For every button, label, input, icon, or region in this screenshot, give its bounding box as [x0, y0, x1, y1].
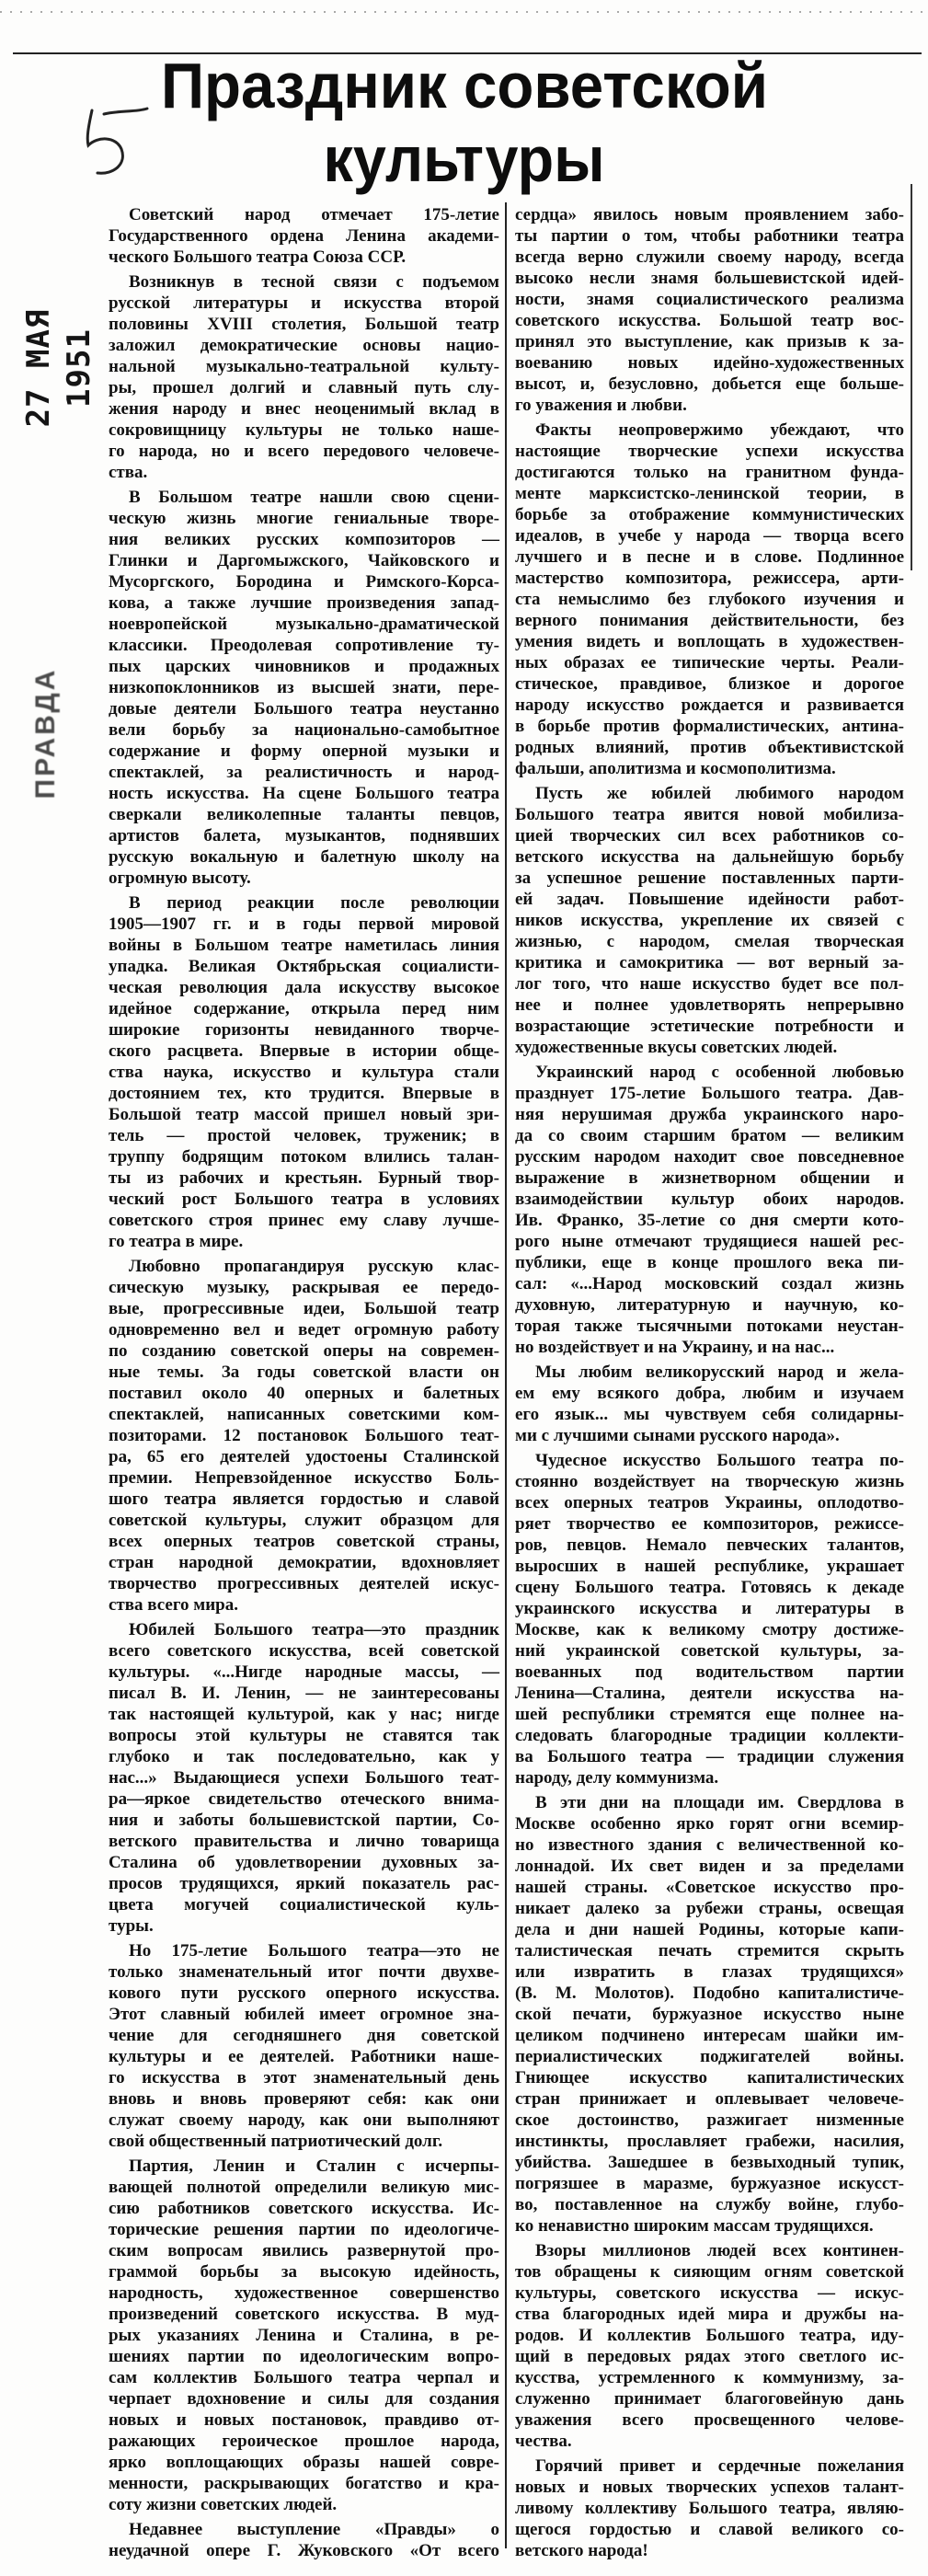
- text-line: Любовно пропагандируя русскую клас-: [129, 1257, 499, 1276]
- text-line: нальной музыкально-театральной культу-: [109, 357, 499, 376]
- headline-text: культуры: [323, 123, 605, 195]
- text-line: так настоящей культурой, как у нас; нигде: [109, 1705, 499, 1724]
- text-line: воеванию новых идейно-художественных: [515, 353, 904, 373]
- text-line: Но 175-летие Большого театра—это не: [129, 1941, 499, 1961]
- text-line: половины XVIII столетия, Большой театр: [109, 315, 499, 334]
- text-line: войны в Большом театре наметилась линия: [109, 936, 499, 955]
- text-line: Факты неопровержимо убеждают, что: [535, 420, 904, 440]
- text-line: фальши, аполитизма и космополитизма.: [515, 759, 836, 778]
- text-line: черпает вдохновение и силы для создания: [109, 2389, 499, 2409]
- article-paragraph: [109, 2156, 499, 2515]
- text-line: В Большом театре нашли свою сцени-: [129, 488, 499, 507]
- article-column-left: [109, 204, 499, 2565]
- text-line: в борьбе против формалистических, антина-: [515, 717, 904, 736]
- text-line: Юбилей Большого театра—это праздник: [129, 1620, 499, 1639]
- text-line: родов. И коллектив Большого театра, иду-: [515, 2326, 904, 2345]
- text-line: культуры и ее деятелей. Работники наше-: [109, 2047, 499, 2066]
- text-line: только знаменательный итог почти двухве-: [109, 1962, 499, 1982]
- text-line: вели борьбу за национально-самобытное: [109, 720, 499, 740]
- article-paragraph: [109, 1256, 499, 1616]
- text-line: верного понимания действительности, без: [515, 611, 904, 630]
- text-line: идеалов, в учебе у народа — творца всего: [515, 526, 904, 546]
- article-paragraph: [515, 783, 904, 1058]
- text-line: служат своему народу, как они выполняют: [109, 2110, 499, 2130]
- text-line: но известного здания с величественной ко-: [515, 1835, 904, 1855]
- text-line: его язык... мы чувствуем себя солидарны-: [515, 1405, 904, 1424]
- text-line: всех оперных театров Украины, оплодотво-: [515, 1493, 904, 1512]
- article-column-right: [515, 204, 904, 2565]
- text-line: ского расцвета. Впервые в истории обще-: [109, 1041, 499, 1061]
- text-line: торические решения партии по идеологиче-: [109, 2220, 499, 2239]
- text-line: туры.: [109, 1916, 154, 1936]
- text-line: свой общественный патриотический долг.: [109, 2132, 443, 2151]
- text-line: народность, художественное совершенство: [109, 2283, 499, 2303]
- text-line: Недавнее выступление «Правды» о: [129, 2520, 499, 2539]
- text-line: ста немыслимо без глубокого изучения и: [515, 590, 904, 609]
- text-line: взаимодействии культур обоих народов.: [515, 1190, 904, 1209]
- text-line: ты из рабочих и крестьян. Бурный твор-: [109, 1168, 499, 1188]
- text-line: возрастающие эстетические потребности и: [515, 1017, 904, 1036]
- text-line: воеванных под водительством партии: [515, 1662, 904, 1682]
- text-line: жения народу и внес неоценимый вклад в: [109, 399, 499, 419]
- text-line: настоящие творческие успехи искусства: [515, 442, 904, 461]
- text-line: труппу бодрящим потоком влились талан-: [109, 1147, 499, 1167]
- article-paragraph: [515, 2455, 904, 2561]
- text-line: чества.: [515, 2432, 572, 2451]
- text-line: целиком подчинено интересам шайки им-: [515, 2026, 904, 2045]
- text-line: заложил демократические основы нацио-: [109, 336, 499, 355]
- text-line: спектаклей, за реалистичность и народ-: [109, 763, 499, 782]
- text-line: вающей полнотой определили великую мис-: [109, 2178, 499, 2197]
- text-line: щий в передовых рядах этого светлого ис-: [515, 2347, 904, 2366]
- article-paragraph: [515, 2240, 904, 2452]
- text-line: стран народной демократии, вдохновляет: [109, 1553, 499, 1572]
- text-line: упадка. Великая Октябрьская социалисти-: [109, 957, 499, 976]
- text-line: сию работников советского искусства. Ис-: [109, 2199, 499, 2218]
- text-line: украинского искусства и литературы в: [515, 1599, 904, 1618]
- headline-text: Праздник советской: [160, 50, 768, 121]
- text-line: ность искусства. На сцене Большого театра: [109, 784, 499, 803]
- text-line: артистов балета, музыкантов, поднявших: [109, 826, 499, 845]
- text-line: ветского искусства на дальнейшую борьбу: [515, 847, 904, 867]
- text-line: торая также тысячными потоками неустан-: [515, 1317, 904, 1336]
- text-line: периалистических поджигателей войны.: [515, 2047, 904, 2066]
- text-line: пых царских чиновников и продажных: [109, 657, 499, 676]
- article-paragraph: [109, 487, 499, 889]
- text-line: лог того, что наше искусство будет все пол-: [515, 974, 904, 994]
- column-divider: [505, 202, 507, 2548]
- text-line: Мусоргского, Бородина и Римского-Корса-: [109, 572, 499, 592]
- text-line: поставил около 40 оперных и балетных: [109, 1384, 499, 1403]
- text-line: лоннадой. Их свет виден и за пределами: [515, 1857, 904, 1876]
- text-line: Большого театра явится новой мобилиза-: [515, 805, 904, 824]
- text-line: щегося гордостью и славой великого со-: [515, 2520, 904, 2539]
- text-line: вые, прогрессивные идеи, Большой театр: [109, 1299, 499, 1318]
- headline-line-1: [0, 50, 928, 121]
- text-line: достигаются только на гранитном фунда-: [515, 463, 904, 482]
- text-line: ра—яркое свидетельство отеческого внима-: [109, 1789, 499, 1809]
- text-line: ноевропейской музыкально-драматической: [109, 615, 499, 634]
- text-line: русским народом находит свое повседневное: [515, 1147, 904, 1167]
- text-line: произведений советского искусства. В муд-: [109, 2305, 499, 2324]
- text-line: рого ныне отмечают трудящиеся нашей рес-: [515, 1232, 904, 1251]
- text-line: ветского правительства и лично товарища: [109, 1832, 499, 1851]
- text-line: ства благородных идей мира и дружбы на-: [515, 2305, 904, 2324]
- text-line: премии. Непревзойденное искусство Боль-: [109, 1468, 499, 1488]
- text-line: (В. М. Молотов). Подобно капиталистиче-: [515, 1984, 904, 2003]
- text-line: го искусства в этот знаменательный день: [109, 2068, 499, 2087]
- text-line: ний украинской советской культуры, за-: [515, 1641, 904, 1661]
- article-paragraph: [515, 1450, 904, 1788]
- text-line: ства наука, искусство и культура стали: [109, 1063, 499, 1082]
- text-line: Гниющее искусство капиталистических: [515, 2068, 904, 2087]
- article-paragraph: [109, 271, 499, 483]
- text-line: ры, прошел долгий и славный путь слу-: [109, 378, 499, 397]
- text-line: никает далеко за рубежи страны, освещая: [515, 1899, 904, 1918]
- text-line: ской печати, буржуазное искусство ныне: [515, 2005, 904, 2024]
- text-line: во, поставленное на службу войне, глубо-: [515, 2195, 904, 2214]
- text-line: менности, раскрывающих богатство и кра-: [109, 2474, 499, 2493]
- text-line: новых и новых творческих успехов талант-: [515, 2478, 904, 2497]
- text-line: ности, знамя социалистического реализма: [515, 290, 904, 309]
- text-line: народу, делу коммунизма.: [515, 1768, 719, 1788]
- text-line: кового пути русского оперного искусства.: [109, 1984, 499, 2003]
- article-paragraph: [515, 204, 904, 416]
- text-line: ства.: [109, 463, 148, 482]
- text-line: сердца» явилось новым проявлением забо-: [515, 205, 904, 224]
- text-line: достоянием тех, кто трудится. Впервые в: [109, 1084, 499, 1103]
- text-line: стоянно воздействует на творческую жизнь: [515, 1472, 904, 1491]
- text-line: идейное содержание, открыла перед ним: [109, 999, 499, 1018]
- text-line: русскую вокальную и балетную школу на: [109, 847, 499, 867]
- text-line: духовную, литературную и научную, ко-: [515, 1295, 904, 1315]
- text-line: ярко воплощающих образы нашей совре-: [109, 2453, 499, 2472]
- text-line: инстинкты, прославляет грабежи, насилия,: [515, 2132, 904, 2151]
- text-line: го театра в мире.: [109, 1232, 244, 1251]
- margin-rule: [911, 184, 912, 570]
- text-line: ческого Большого театра Союза ССР.: [109, 247, 407, 267]
- text-line: огромную высоту.: [109, 868, 251, 888]
- text-line: писал В. И. Ленин, — не заинтересованы: [109, 1684, 499, 1703]
- text-line: умения видеть и воплощать в художествен-: [515, 632, 904, 651]
- text-line: В эти дни на площади им. Свердлова в: [535, 1793, 904, 1812]
- text-line: неудачной опере Г. Жуковского «От всего: [109, 2541, 499, 2560]
- text-line: вопросы этой культуры не ставятся так: [109, 1726, 499, 1745]
- text-line: ных образах ее типические черты. Реали-: [515, 653, 904, 673]
- text-line: ко ненавистно широким массам трудящихся.: [515, 2216, 874, 2236]
- text-line: творчество прогрессивных деятелей искус-: [109, 1574, 499, 1593]
- text-line: Москве, как к великому смотру достиже-: [515, 1620, 904, 1639]
- text-line: тов обращены к сияющим огням советской: [515, 2262, 904, 2282]
- text-line: по созданию советской оперы на современ-: [109, 1341, 499, 1361]
- article-paragraph: [109, 892, 499, 1252]
- text-line: сверкали великолепные таланты певцов,: [109, 805, 499, 824]
- text-line: сал: «...Народ московский создал жизнь: [515, 1274, 904, 1294]
- text-line: ния великих русских композиторов —: [109, 530, 499, 549]
- text-line: Пусть же юбилей любимого народом: [535, 784, 904, 803]
- text-line: шого театра является гордостью и славой: [109, 1489, 499, 1509]
- text-line: талистическая печать стремится скрыть: [515, 1941, 904, 1961]
- text-line: кова, а также лучшие произведения запад-: [109, 593, 499, 613]
- text-line: Горячий привет и сердечные пожелания: [535, 2456, 904, 2476]
- text-line: Москве особенно ярко горят огни всемир-: [515, 1814, 904, 1834]
- text-line: Глинки и Даргомыжского, Чайковского и: [109, 551, 499, 570]
- text-line: ское достоинство, разжигает низменные: [515, 2110, 904, 2130]
- article-paragraph: [109, 1619, 499, 1937]
- text-line: критика и самокритика — вот верный за-: [515, 953, 904, 972]
- text-line: уважения всего просвещенного челове-: [515, 2410, 904, 2430]
- text-line: ем ему всякого добра, любим и изучаем: [515, 1384, 904, 1403]
- text-line: Украинский народ с особенной любовью: [535, 1063, 904, 1082]
- text-line: Возникнув в тесной связи с подъемом: [129, 272, 499, 292]
- text-line: Советский народ отмечает 175-летие: [129, 205, 499, 224]
- text-line: выражение в жизнетворном общении и: [515, 1168, 904, 1188]
- text-line: высоко несли знамя большевистской идей-: [515, 269, 904, 288]
- text-line: Этот славный юбилей имеет огромное зна-: [109, 2005, 499, 2024]
- text-line: низкопоклонников из высшей знати, пере-: [109, 678, 499, 697]
- article-paragraph: [515, 1362, 904, 1446]
- text-line: служенно принимает благоговейную дань: [515, 2389, 904, 2409]
- text-line: классики. Преодолевая сопротивление ту-: [109, 636, 499, 655]
- text-line: ческий рост Большого театра в условиях: [109, 1190, 499, 1209]
- text-line: выросших в нашей республике, украшает: [515, 1557, 904, 1576]
- text-line: всегда верно служили своему народу, всегда: [515, 247, 904, 267]
- text-line: да со своим старшим братом — великим: [515, 1126, 904, 1145]
- text-line: ми с лучшими сынами русского народа».: [515, 1426, 840, 1445]
- text-line: го уважения и любви.: [515, 396, 687, 415]
- text-line: или извратить в глазах трудящихся»: [515, 1962, 904, 1982]
- text-line: чение для сегодняшнего дня советской: [109, 2026, 499, 2045]
- text-line: советского строя принес ему славу лучше-: [109, 1211, 499, 1230]
- text-line: публики, еще в конце прошлого века пи-: [515, 1253, 904, 1272]
- text-line: ражающих героическое прошлое народа,: [109, 2432, 499, 2451]
- date-stamp: 27 МАЯ 1951: [20, 308, 97, 428]
- text-line: ряет творчество ее композиторов, режиссе-: [515, 1514, 904, 1534]
- text-line: ства всего мира.: [109, 1595, 238, 1615]
- text-line: просов трудящихся, яркий показатель рас-: [109, 1874, 499, 1893]
- text-line: мастерство композитора, режиссера, арти-: [515, 569, 904, 588]
- article-paragraph: [109, 2519, 499, 2561]
- text-line: го народа, но и всего передового человече-: [109, 442, 499, 461]
- text-line: сам коллектив Большого театра черпал и: [109, 2368, 499, 2387]
- text-line: Сталина об удовлетворении духовных за-: [109, 1853, 499, 1872]
- text-line: Ленина—Сталина, деятели искусства на-: [515, 1684, 904, 1703]
- text-line: ные темы. За годы советской власти он: [109, 1363, 499, 1382]
- text-line: лучшего и в песне и в слове. Подлинное: [515, 547, 904, 567]
- text-line: ра, 65 его деятелей удостоены Сталинской: [109, 1447, 499, 1466]
- text-line: граммой борьбы за высокую идейность,: [109, 2262, 499, 2282]
- article-paragraph: [515, 1062, 904, 1358]
- text-line: ров, певцов. Немало певческих талантов,: [515, 1535, 904, 1555]
- text-line: ей задач. Повышение идейности работ-: [515, 890, 904, 909]
- scan-noise: [0, 11, 928, 13]
- text-line: менте марксистско-ленинской теории, в: [515, 484, 904, 503]
- text-line: Партия, Ленин и Сталин с исчерпы-: [129, 2156, 499, 2176]
- text-line: шей республики стремятся еще полнее на-: [515, 1705, 904, 1724]
- text-line: Взоры миллионов людей всех континен-: [535, 2241, 904, 2260]
- text-line: ческая революция дала искусству высокое: [109, 978, 499, 997]
- text-line: ты партии о том, чтобы работники театра: [515, 226, 904, 246]
- text-line: позиторами. 12 постановок Большого теат-: [109, 1426, 499, 1445]
- text-line: 1905—1907 гг. и в годы первой мировой: [109, 914, 499, 934]
- text-line: соту жизни советских людей.: [109, 2495, 338, 2514]
- text-line: ческую жизнь многие гениальные творе-: [109, 509, 499, 528]
- text-line: ников искусства, укрепление их связей с: [515, 911, 904, 930]
- text-line: нашей страны. «Советское искусство про-: [515, 1878, 904, 1897]
- text-line: няя нерушимая дружба украинского наро-: [515, 1105, 904, 1124]
- text-line: художественные вкусы советских людей.: [515, 1038, 838, 1057]
- text-line: ва Большого театра — традиции служения: [515, 1747, 904, 1766]
- text-line: убийства. Зашедшее в безвыходный тупик,: [515, 2153, 904, 2172]
- text-line: Мы любим великорусский народ и жела-: [535, 1363, 904, 1382]
- text-line: В период реакции после революции: [129, 893, 499, 913]
- text-line: шениях партии по идеологическим вопро-: [109, 2347, 499, 2366]
- text-line: стран принижает и оплевывает человече-: [515, 2089, 904, 2109]
- article-paragraph: [515, 420, 904, 779]
- text-line: сическую музыку, раскрывая ее передо-: [109, 1278, 499, 1297]
- text-line: ветского народа!: [515, 2541, 648, 2560]
- text-line: культуры. «...Нигде народные массы, —: [109, 1662, 499, 1682]
- text-line: сокровищницу культуры не только наше-: [109, 420, 499, 440]
- text-line: Чудесное искусство Большого театра по-: [535, 1451, 904, 1470]
- headline-line-2: [0, 123, 928, 195]
- text-line: глубоко и так последовательно, как у: [109, 1747, 499, 1766]
- text-line: одновременно вел и ведет огромную работу: [109, 1320, 499, 1340]
- text-line: следовать благородные традиции коллекти-: [515, 1726, 904, 1745]
- text-line: советской культуры, служит образцом для: [109, 1511, 499, 1530]
- text-line: стическое, правдивое, близкое и дорогое: [515, 674, 904, 694]
- text-line: сцену Большого театра. Готовясь к декаде: [515, 1578, 904, 1597]
- text-line: нас...» Выдающиеся успехи Большого теат-: [109, 1768, 499, 1788]
- text-line: Большой театр массой пришел новый зри-: [109, 1105, 499, 1124]
- text-line: спектаклей, написанных советскими ком-: [109, 1405, 499, 1424]
- text-line: Ив. Франко, 35-летие со дня смерти кото-: [515, 1211, 904, 1230]
- text-line: широкие горизонты невиданного творче-: [109, 1020, 499, 1040]
- text-line: содержание и форму оперной музыки и: [109, 742, 499, 761]
- article-paragraph: [109, 204, 499, 268]
- text-line: русской литературы и искусства второй: [109, 293, 499, 313]
- text-line: борьбе за отображение коммунистических: [515, 505, 904, 524]
- text-line: жизнью, с народом, смелая творческая: [515, 932, 904, 951]
- text-line: ливому коллективу Большого театра, являю-: [515, 2499, 904, 2518]
- text-line: всех оперных театров советской страны,: [109, 1532, 499, 1551]
- text-line: народу искусство рождается и развивается: [515, 696, 904, 715]
- text-line: новых и новых постановок, правдиво от-: [109, 2410, 499, 2430]
- text-line: высот, и, безусловно, добьется еще больше-: [515, 374, 904, 394]
- text-line: советского искусства. Большой театр вос-: [515, 311, 904, 330]
- text-line: кусства, устремленного к коммунизму, за-: [515, 2368, 904, 2387]
- text-line: родных влияний, против объективистской: [515, 738, 904, 757]
- text-line: цией творческих сил всех работников со-: [515, 826, 904, 845]
- text-line: довые деятели Большого театра неустанно: [109, 699, 499, 719]
- text-line: тель — простой человек, труженик; в: [109, 1126, 499, 1145]
- text-line: Государственного ордена Ленина академи-: [109, 226, 499, 246]
- text-line: культуры, советского искусства — искус-: [515, 2283, 904, 2303]
- text-line: погрязшее в маразме, буржуазное искусст-: [515, 2174, 904, 2193]
- text-line: цвета могучей социалистической куль-: [109, 1895, 499, 1915]
- newspaper-stamp: ПРАВДА: [30, 667, 61, 799]
- text-line: принял это выступление, как призыв к за-: [515, 332, 904, 351]
- text-line: всего советского искусства, всей советской: [109, 1641, 499, 1661]
- text-line: празднует 175-летие Большого театра. Дав-: [515, 1084, 904, 1103]
- text-line: рых указаниях Ленина и Сталина, в ре-: [109, 2326, 499, 2345]
- text-line: за успешное решение поставленных парти-: [515, 868, 904, 888]
- text-line: ния и заботы большевистской партии, Со-: [109, 1811, 499, 1830]
- text-line: вновь и вновь проверяют себя: как они: [109, 2089, 499, 2109]
- text-line: дела и дни нашей Родины, которые капи-: [515, 1920, 904, 1939]
- text-line: нее и полнее удовлетворять непрерывно: [515, 995, 904, 1015]
- text-line: но воздействует и на Украину, и на нас...: [515, 1338, 835, 1357]
- article-paragraph: [515, 1792, 904, 2237]
- text-line: ским вопросам явились развернутой про-: [109, 2241, 499, 2260]
- article-paragraph: [109, 1940, 499, 2152]
